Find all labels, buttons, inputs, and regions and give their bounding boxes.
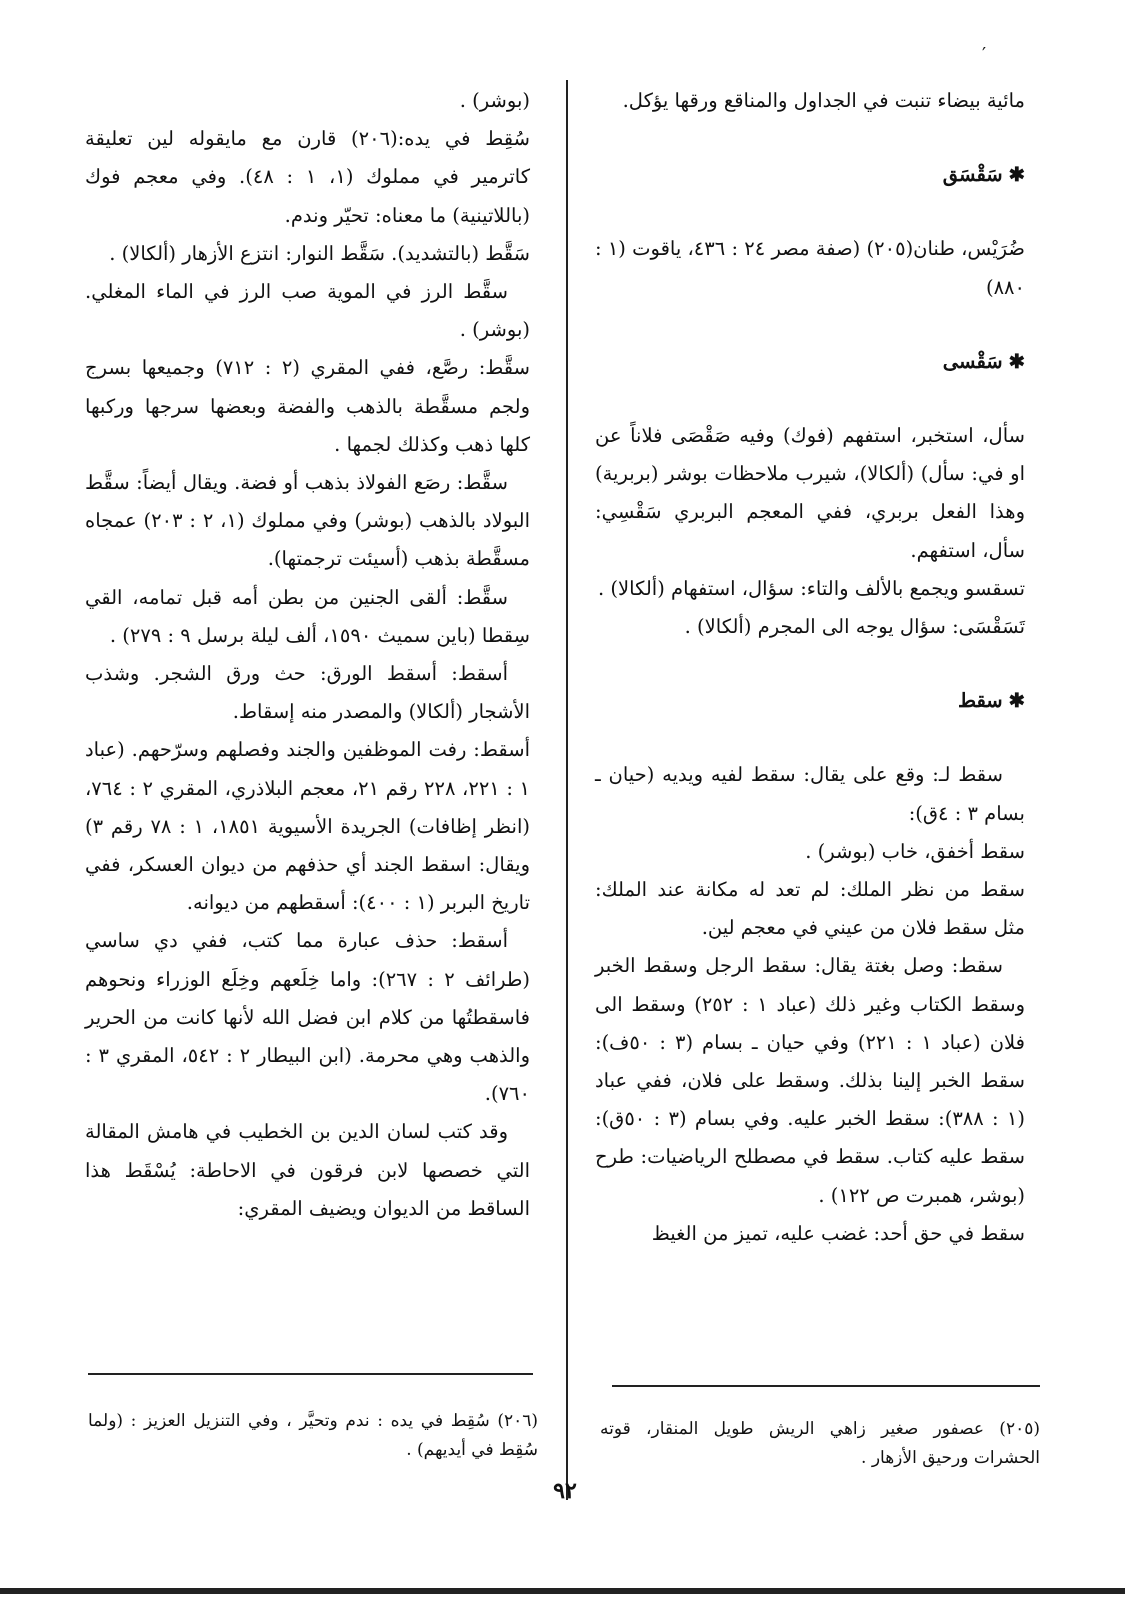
entry-text: سقط من نظر الملك: لم تعد له مكانة عند الملك: مثل سقط فلان من عيني في معجم لين. [595,878,1025,940]
entry-text: أسقط: حذف عبارة مما كتب، ففي دي ساسي (طرائف ٢ : ٢٦٧): واما خِلَعهم وخِلَع الوزراء ونحوهم فاسقطتُها من كلام ابن فضل الله لأنها كانت من الحرير والذهب وهي محرمة. (ابن البيطار ٢ : ٥٤٢، المقري ٣ : ٧٦٠). [85,929,530,1106]
entry-heading-saqata: ✱سقط [957,689,1025,713]
stray-mark: ′ [982,44,987,65]
entry-text: سقَّط: ألقى الجنين من بطن أمه قبل تمامه، القي سِقطا (باين سميث ١٥٩٠، ألف ليلة برسل ٩ : ٢٧٩) . [85,585,530,647]
entry-text: تَسَقْسَى: سؤال يوجه الى المجرم (ألكالا) . [684,615,1025,639]
entry-text: أسقط: رفت الموظفين والجند وفصلهم وسرّحهم. (عباد ١ : ٢٢١، ٢٢٨ رقم ٢١، معجم البلاذري، المقري ٢ : ٧٦٤، (انظر إظافات) الجريدة الأسيوية ١٨٥١، ١ : ٧٨ رقم ٣) ويقال: اسقط الجند أي حذفهم من ديوان العسكر، ففي تاريخ البربر (١ : ٤٠٠): أسقطهم من ديوانه. [85,738,531,915]
intro-line: مائية بيضاء تنبت في الجداول والمناقع ورقها يؤكل. [622,89,1025,112]
entry-heading-saqsaq: ✱سَقْسَق [942,163,1025,187]
footnote-206: (٢٠٦) سُقِط في يده : ندم وتحيَّر ، وفي التنزيل العزيز : (ولما سُقِط في أيديهم) . [88,1411,538,1460]
entry-text: سقط أخفق، خاب (بوشر) . [805,839,1025,863]
entry-text: سَقَّط (بالتشديد). سَقَّط النوار: انتزع الأزهار (ألكالا) . [109,241,530,265]
asterisk-icon: ✱ [1008,689,1025,713]
entry-text: تسقسو ويجمع بالألف والتاء: سؤال، استفهام (ألكالا) . [598,576,1025,600]
entry-text: سقط في حق أحد: غضب عليه، تميز من الغيظ [651,1221,1025,1245]
asterisk-icon: ✱ [1008,349,1025,373]
page-number: ٩٢ [553,1478,577,1504]
entry-text: سأل، استخبر، استفهم (فوك) وفيه صَقْصَى فلاناً عن او في: سأل) (ألكالا)، شيرب ملاحظات بوشر (بربرية) وهذا الفعل بربري، ففي المعجم البربري سَقْسِي: سأل، استفهم. [595,424,1025,562]
entry-text: سقَّط الرز في الموية صب الرز في الماء المغلي. (بوشر) . [85,280,530,342]
footnote-rule-left [88,1373,533,1375]
entry-text: أسقط: أسقط الورق: حث ورق الشجر. وشذب الأشجار (ألكالا) والمصدر منه إسقاط. [85,662,530,724]
asterisk-icon: ✱ [1008,163,1025,187]
entry-text: سقَّط: رصَع الفولاذ بذهب أو فضة. ويقال أيضاً: سقَّط البولاد بالذهب (بوشر) وفي مملوك (١، ٢ : ٢٠٣) عمجاه مسقَّطة بذهب (أسيئت ترجمتها). [85,471,531,571]
entry-text: سُقِط في يده:(٢٠٦) قارن مع مايقوله لين تعليقة كاترمير في مملوك (١، ١ : ٤٨). وفي معجم فوك (باللاتينية) ما معناه: تحيّر وندم. [85,127,531,227]
footnote-205: (٢٠٥) عصفور صغير زاهي الريش طويل المنقار، قوته الحشرات ورحيق الأزهار . [600,1419,1040,1468]
scan-bottom-edge [0,1588,1125,1594]
entry-text: (بوشر) . [459,89,530,112]
entry-text: وقد كتب لسان الدين بن الخطيب في هامش المقالة التي خصصها لابن فرقون في الاحاطة: يُسْقَط هذا الساقط من الديوان ويضيف المقري: [85,1120,530,1220]
right-column [595,82,1025,1253]
footnote-rule-right [612,1385,1040,1387]
entry-text: سقط: وصل بغتة يقال: سقط الرجل وسقط الخبر وسقط الكتاب وغير ذلك (عباد ١ : ٢٥٢) وسقط الى فلان (عباد ١ : ٢٢١) وفي حيان ـ بسام (٣ : ٥٠ف): سقط الخبر إلينا بذلك. وسقط على فلان، ففي عباد (١ : ٣٨٨): سقط الخبر عليه. وفي بسام (٣ : ٥٠ق): سقط عليه كتاب. سقط في مصطلح الرياضيات: طرح (بوشر، همبرت ص ١٢٢) . [595,954,1026,1207]
left-column [85,82,530,1228]
entry-text: سقَّط: رصَّع، ففي المقري (٢ : ٧١٢) وجميعها بسرج ولجم مسقَّطة بالذهب والفضة وبعضها سرجها وركبها كلها ذهب وكذلك لجمها . [85,356,530,456]
entry-heading-saqsa: ✱سَقْسى [942,349,1025,373]
entry-text: ضُرَيْس، طنان(٢٠٥) (صفة مصر ٢٤ : ٤٣٦، ياقوت (١ : ٨٨٠) [595,237,1025,299]
entry-text: سقط لـ: وقع على يقال: سقط لفيه ويديه (حيان ـ بسام ٣ : ٤ق): [595,763,1025,825]
column-divider [566,80,568,1500]
